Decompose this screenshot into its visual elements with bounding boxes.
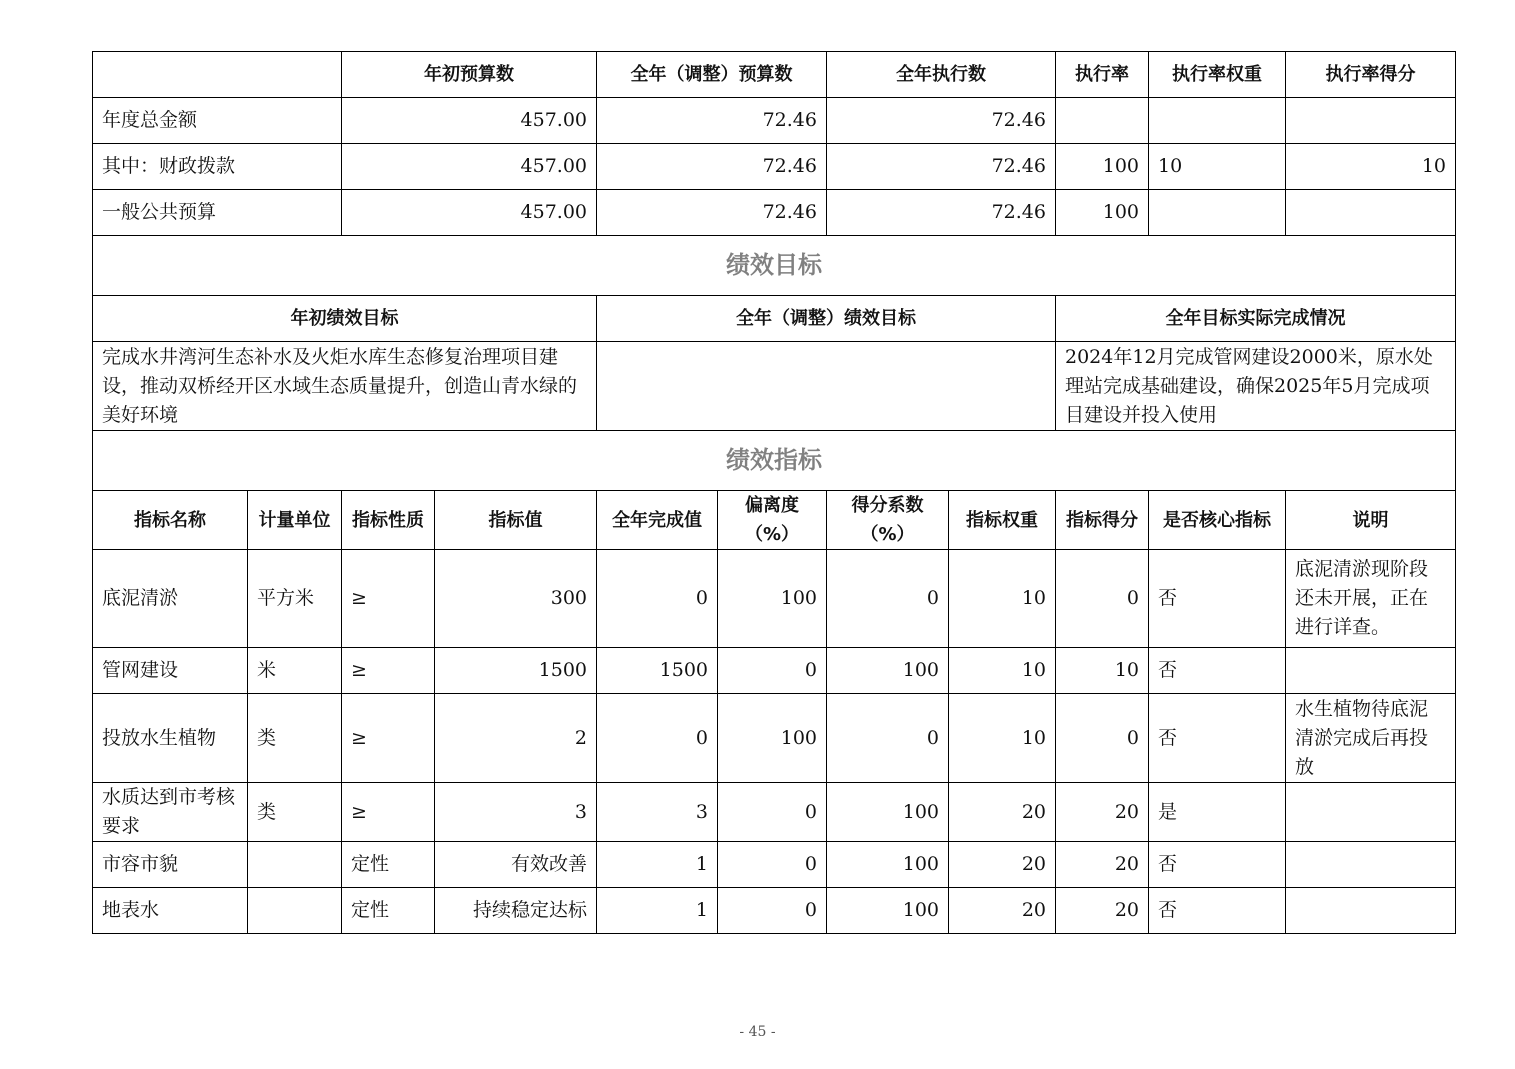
- indicator-header-cell: 计量单位: [248, 491, 342, 550]
- indicator-cell: 100: [827, 648, 949, 694]
- indicator-header-cell: 全年完成值: [597, 491, 718, 550]
- budget-row: [93, 98, 1456, 144]
- budget-header-cell: 全年执行数: [827, 52, 1056, 98]
- performance-table: [92, 51, 1456, 934]
- indicator-note: 底泥清淤现阶段还未开展，正在进行详查。: [1286, 550, 1456, 648]
- budget-cell: 100: [1056, 144, 1149, 190]
- indicator-cell: 持续稳定达标: [435, 888, 597, 934]
- initial-goal-text: 完成水井湾河生态补水及火炬水库生态修复治理项目建设，推动双桥经开区水域生态质量提升，创造山青水绿的美好环境: [93, 342, 597, 431]
- page-number: - 45 -: [739, 1024, 776, 1040]
- budget-cell: 一般公共预算: [93, 190, 342, 236]
- indicator-cell: 0: [1056, 550, 1149, 648]
- indicator-cell: 0: [718, 888, 827, 934]
- budget-header-cell: 执行率: [1056, 52, 1149, 98]
- budget-cell: 72.46: [597, 190, 827, 236]
- budget-cell: 年度总金额: [93, 98, 342, 144]
- indicator-cell: 否: [1149, 888, 1286, 934]
- goals-section-title: 绩效目标: [93, 236, 1456, 296]
- budget-cell: [1286, 190, 1456, 236]
- indicator-cell: 0: [827, 694, 949, 783]
- indicator-cell: 10: [949, 694, 1056, 783]
- indicator-cell: 定性: [342, 842, 435, 888]
- indicator-note: [1286, 842, 1456, 888]
- budget-row: [93, 190, 1456, 236]
- indicator-cell: 平方米: [248, 550, 342, 648]
- indicator-cell: 300: [435, 550, 597, 648]
- indicator-row: [93, 694, 1456, 783]
- budget-cell: 72.46: [827, 144, 1056, 190]
- indicator-header-cell: 指标得分: [1056, 491, 1149, 550]
- budget-cell: 72.46: [597, 144, 827, 190]
- indicator-cell: 0: [718, 842, 827, 888]
- indicator-cell: 底泥清淤: [93, 550, 248, 648]
- indicator-cell: 类: [248, 694, 342, 783]
- goals-header-row: [93, 296, 1456, 342]
- indicator-cell: 地表水: [93, 888, 248, 934]
- indicator-cell: 100: [827, 842, 949, 888]
- budget-header-cell: 执行率权重: [1149, 52, 1286, 98]
- indicator-row: [93, 888, 1456, 934]
- indicator-cell: 否: [1149, 694, 1286, 783]
- indicator-cell: 投放水生植物: [93, 694, 248, 783]
- indicator-row: [93, 842, 1456, 888]
- indicator-cell: [248, 888, 342, 934]
- indicator-cell: ≥: [342, 694, 435, 783]
- budget-header-cell: 全年（调整）预算数: [597, 52, 827, 98]
- goals-header-cell: 全年目标实际完成情况: [1056, 296, 1456, 342]
- budget-cell: 其中：财政拨款: [93, 144, 342, 190]
- indicator-row: [93, 550, 1456, 648]
- indicator-cell: 是: [1149, 783, 1286, 842]
- indicator-cell: 20: [1056, 842, 1149, 888]
- budget-cell: 10: [1286, 144, 1456, 190]
- indicator-header-cell: 指标权重: [949, 491, 1056, 550]
- budget-cell: [1286, 98, 1456, 144]
- budget-cell: [1149, 98, 1286, 144]
- indicator-cell: 否: [1149, 550, 1286, 648]
- indicator-cell: 有效改善: [435, 842, 597, 888]
- budget-header-cell: [93, 52, 342, 98]
- indicator-cell: 否: [1149, 842, 1286, 888]
- indicator-note: [1286, 648, 1456, 694]
- indicator-cell: 20: [949, 783, 1056, 842]
- indicator-row: [93, 648, 1456, 694]
- budget-header-cell: 执行率得分: [1286, 52, 1456, 98]
- indicator-header-cell: 说明: [1286, 491, 1456, 550]
- budget-cell: 457.00: [342, 144, 597, 190]
- indicator-cell: 市容市貌: [93, 842, 248, 888]
- budget-cell: [1056, 98, 1149, 144]
- indicator-cell: 0: [718, 783, 827, 842]
- indicator-note: [1286, 783, 1456, 842]
- adjusted-goal-text: [597, 342, 1056, 431]
- budget-cell: 10: [1149, 144, 1286, 190]
- budget-cell: 72.46: [827, 98, 1056, 144]
- indicator-cell: 20: [1056, 888, 1149, 934]
- actual-completion-text: 2024年12月完成管网建设2000米，原水处理站完成基础建设，确保2025年5月完成项目建设并投入使用: [1056, 342, 1456, 431]
- indicators-section-title: 绩效指标: [93, 431, 1456, 491]
- indicators-header-row: [93, 491, 1456, 550]
- indicator-cell: 管网建设: [93, 648, 248, 694]
- indicator-header-cell: 是否核心指标: [1149, 491, 1286, 550]
- indicator-cell: 100: [827, 888, 949, 934]
- indicator-cell: 否: [1149, 648, 1286, 694]
- budget-cell: [1149, 190, 1286, 236]
- indicator-cell: 1500: [597, 648, 718, 694]
- indicator-cell: 100: [718, 694, 827, 783]
- indicator-cell: 2: [435, 694, 597, 783]
- indicator-header-cell: 得分系数（%）: [827, 491, 949, 550]
- indicator-cell: ≥: [342, 648, 435, 694]
- indicator-cell: 类: [248, 783, 342, 842]
- indicator-cell: 10: [949, 648, 1056, 694]
- indicator-cell: 3: [435, 783, 597, 842]
- budget-header-cell: 年初预算数: [342, 52, 597, 98]
- indicator-cell: 10: [1056, 648, 1149, 694]
- indicator-note: [1286, 888, 1456, 934]
- indicator-cell: 米: [248, 648, 342, 694]
- indicator-note: 水生植物待底泥清淤完成后再投放: [1286, 694, 1456, 783]
- budget-header-row: [93, 52, 1456, 98]
- goals-header-cell: 年初绩效目标: [93, 296, 597, 342]
- budget-row: [93, 144, 1456, 190]
- indicator-cell: [248, 842, 342, 888]
- indicator-row: [93, 783, 1456, 842]
- goals-header-cell: 全年（调整）绩效目标: [597, 296, 1056, 342]
- goals-row: [93, 342, 1456, 431]
- indicator-cell: 水质达到市考核要求: [93, 783, 248, 842]
- budget-cell: 72.46: [827, 190, 1056, 236]
- budget-cell: 100: [1056, 190, 1149, 236]
- indicator-cell: 20: [1056, 783, 1149, 842]
- budget-cell: 457.00: [342, 190, 597, 236]
- indicator-header-cell: 指标值: [435, 491, 597, 550]
- budget-cell: 72.46: [597, 98, 827, 144]
- indicator-cell: 0: [827, 550, 949, 648]
- indicator-cell: 100: [827, 783, 949, 842]
- budget-cell: 457.00: [342, 98, 597, 144]
- indicator-header-cell: 指标名称: [93, 491, 248, 550]
- goals-section-row: [93, 236, 1456, 296]
- indicator-cell: 100: [718, 550, 827, 648]
- indicator-cell: 3: [597, 783, 718, 842]
- indicators-section-row: [93, 431, 1456, 491]
- indicator-header-cell: 指标性质: [342, 491, 435, 550]
- indicator-cell: 0: [597, 694, 718, 783]
- indicator-cell: 0: [597, 550, 718, 648]
- indicator-cell: 1500: [435, 648, 597, 694]
- indicator-cell: 0: [1056, 694, 1149, 783]
- indicator-cell: 20: [949, 842, 1056, 888]
- indicator-cell: 定性: [342, 888, 435, 934]
- indicator-cell: ≥: [342, 550, 435, 648]
- indicator-cell: 0: [718, 648, 827, 694]
- indicator-cell: 20: [949, 888, 1056, 934]
- indicator-header-cell: 偏离度（%）: [718, 491, 827, 550]
- indicator-cell: 10: [949, 550, 1056, 648]
- indicator-cell: ≥: [342, 783, 435, 842]
- indicator-cell: 1: [597, 842, 718, 888]
- indicator-cell: 1: [597, 888, 718, 934]
